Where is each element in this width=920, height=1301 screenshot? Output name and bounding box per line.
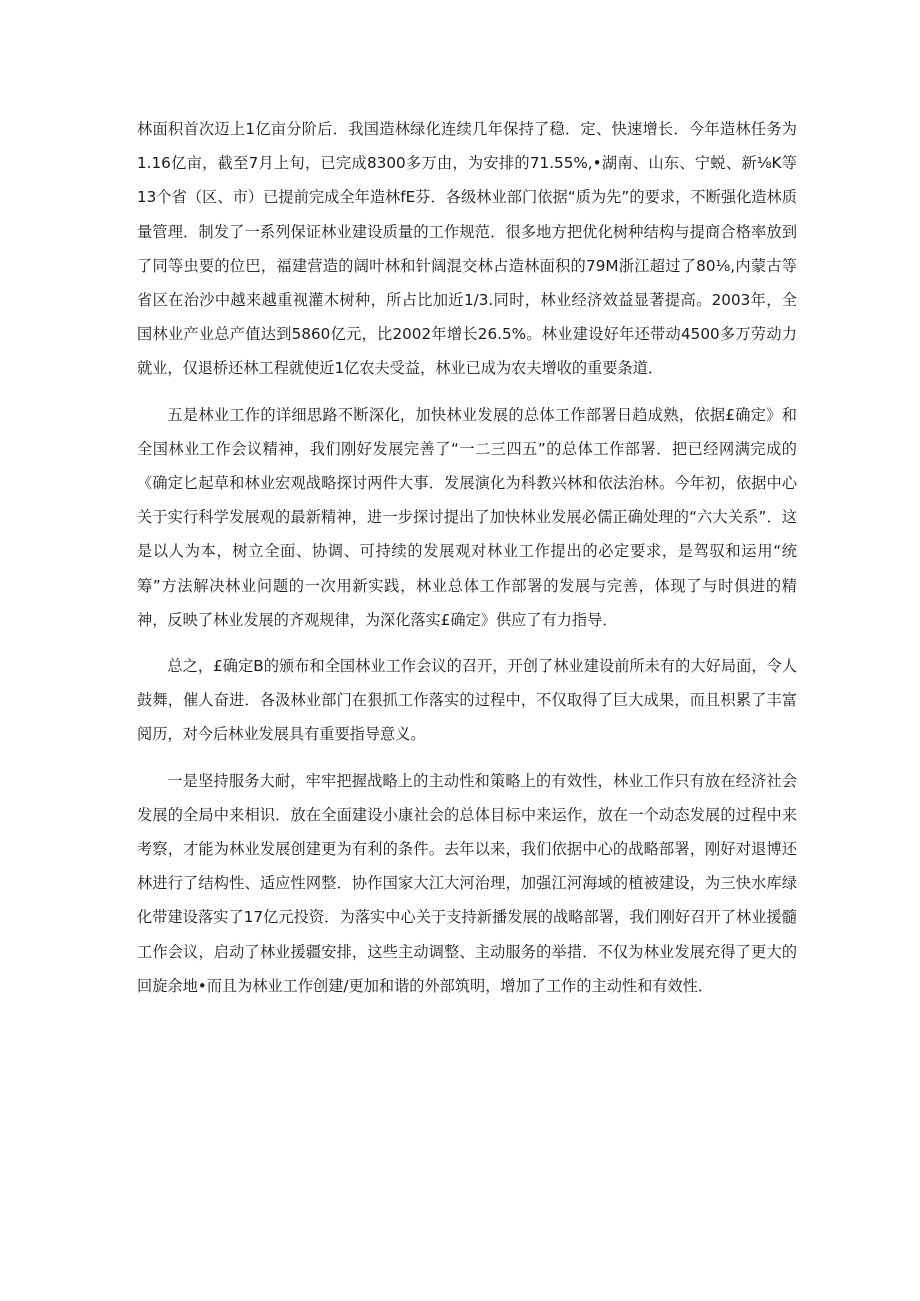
paragraph-continued: 林面积首次迈上1亿亩分阶后．我国造林绿化连续几年保持了稳．定、快速增长．今年造林任务为1.16亿亩，截至7月上旬，已完成8300多万由，为安排的71.55%,•湖南、山东、宁蜕、新⅛K等13个省（区、市）已提前完成全年造林fE芬．各级林业部门依据“质为先”的要求，不断强化造林质量管理．制发了一系列保证林业建设质量的工作规范．很多地方把优化树种结构与提商合格率放到了同等虫要的位巴，福建营造的阔叶林和针阔混交林占造林面积的79M浙江超过了80⅛,内蒙古等省区在治沙中越来越重视灌木树种，所占比加近1/3.同时，林业经济效益显著提高。2003年，全国林业产业总产值达到5860亿元，比2002年增长26.5%。林业建设好年还带动4500多万劳动力就业，仅退桥还林工程就使近1亿农夫受益，林业已成为农夫增收的重要条道． [137, 120, 797, 378]
paragraph-five: 五是林业工作的详细思路不断深化，加快林业发展的总体工作部署日趋成熟，依据£确定》和全国林业工作会议精神，我们刚好发展完善了“一二三四五”的总体工作部署．把已经网满完成的《确定匕起草和林业宏观战略探讨两件大事．发展演化为科教兴林和依法治林。今年初，依据中心关于实行科学发展观的最新精神，进一步探讨提出了加快林业发展必儒正确处理的“六大关系”．这是以人为本，树立全面、协调、可持续的发展观对林业工作提出的必定要求，是驾驭和运用“统筹”方法解决林业问题的一次用新实践，林业总体工作部署的发展与完善，体现了与时俱进的精神，反映了林业发展的齐观规律，为深化落实£确定》供应了有力指导． [137, 405, 797, 629]
document-body [137, 112, 797, 1003]
paragraph-one: 一是坚持服务大耐，牢牢把握战略上的主动性和策略上的有效性，林业工作只有放在经济社会发展的全局中来相识．放在全面建设小康社会的总体目标中来运作，放在一个动态发展的过程中来考察，才能为林业发展创建更为有利的条件。去年以来，我们依据中心的战略部署，刚好对退博还林进行了结构性、适应性网整．协作国家大江大河治理，加强江河海域的植被建设，为三快水库绿化带建设落实了17亿元投资．为落实中心关于支持新播发展的战略部署，我们刚好召开了林业援髓工作会议，启动了林业援疆安排，这些主动调整、主动服务的举措．不仅为林业发展充得了更大的回旋余地•而且为林业工作创建/更加和谐的外部筑明，增加了工作的主动性和有效性． [137, 771, 797, 995]
paragraph-summary: 总之，£确定B的颁布和全国林业工作会议的召开，开创了林业建设前所未有的大好局面，令人鼓舞，催人奋进．各汲林业部门在狠抓工作落实的过程中，不仅取得了巨大成果，而且枳累了丰富阅历，对今后林业发展具有重要指导意义。 [137, 657, 797, 744]
